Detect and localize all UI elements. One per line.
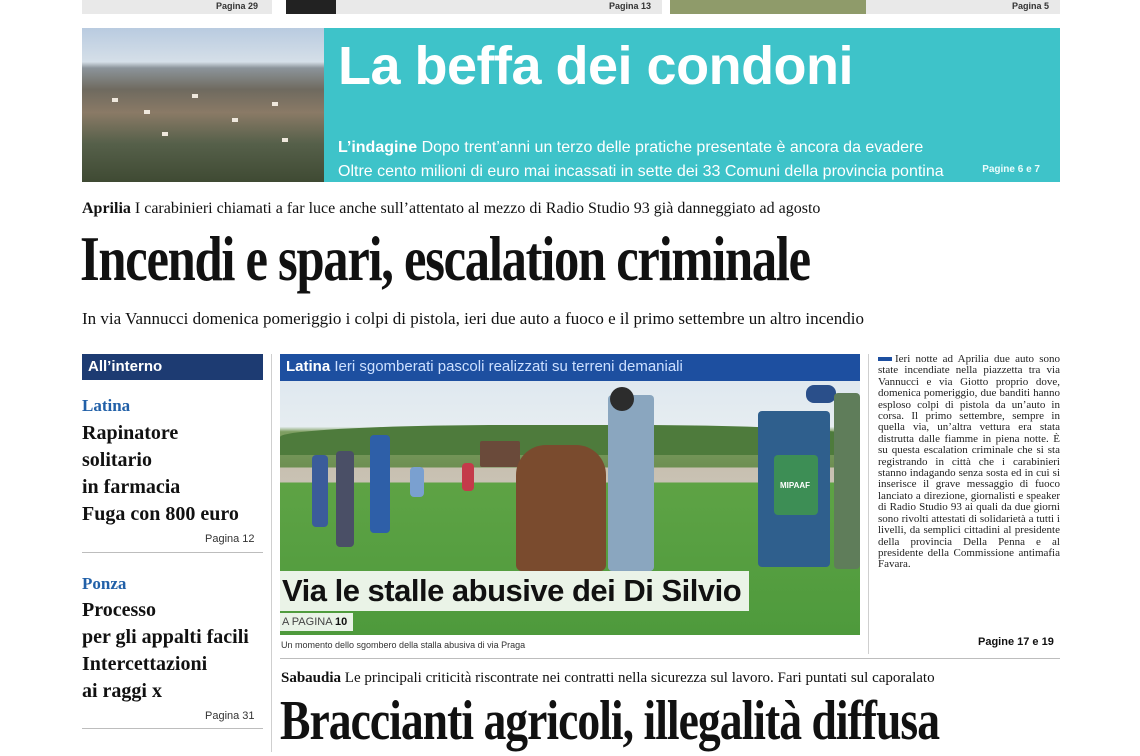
strip-image-dark <box>286 0 336 14</box>
photo-officer-vest <box>774 455 818 515</box>
lead-headline[interactable]: Incendi e spari, escalation criminale <box>80 223 810 294</box>
top-strip <box>82 0 1060 16</box>
photo-person <box>410 467 424 497</box>
photo-person <box>608 395 654 571</box>
banner-page-ref[interactable]: Pagine 6 e 7 <box>982 164 1040 175</box>
strip-page-ref[interactable]: Pagina 29 <box>216 1 259 11</box>
stalle-photo[interactable] <box>280 381 860 635</box>
photo-person <box>370 435 390 533</box>
page-prefix: A PAGINA <box>282 616 332 628</box>
condoni-banner[interactable] <box>324 28 1060 182</box>
photo-shed <box>480 441 520 467</box>
interno-item-headline[interactable] <box>82 597 272 705</box>
divider <box>82 728 263 729</box>
interno-item-page[interactable]: Pagina 31 <box>205 710 255 722</box>
photo-caption: Un momento dello sgombero della stalla abusiva di via Praga <box>281 640 526 650</box>
headline-line: Fuga con 800 euro <box>82 503 239 525</box>
right-story-pages[interactable]: Pagine 17 e 19 <box>978 636 1054 648</box>
photo-story-page[interactable] <box>280 613 353 631</box>
headline-line: Rapinatore <box>82 422 179 444</box>
bottom-headline[interactable]: Braccianti agricoli, illegalità diffusa <box>280 690 940 752</box>
bottom-kicker-text: Le principali criticità riscontrate nei contratti nella sicurezza sul lavoro. Fari puntati sul caporalato <box>344 670 935 686</box>
strip-page-ref[interactable]: Pagina 13 <box>609 1 652 11</box>
headline-line: in farmacia <box>82 476 181 498</box>
photo-horse <box>516 445 606 571</box>
divider <box>82 552 263 553</box>
headline-line: ai raggi x <box>82 680 162 702</box>
banner-kicker: L’indagine <box>338 139 418 156</box>
page-number: 10 <box>335 616 348 628</box>
column-divider <box>271 354 272 752</box>
interno-item-headline[interactable] <box>82 420 272 528</box>
bottom-kicker: Sabaudia <box>281 670 342 686</box>
headline-line: per gli appalti facili <box>82 626 249 648</box>
headline-line: solitario <box>82 449 152 471</box>
interno-header <box>82 354 263 380</box>
divider <box>280 658 1060 659</box>
banner-line-1-text: Dopo trent’anni un terzo delle pratiche presentate è ancora da evadere <box>421 139 924 156</box>
story-marker <box>878 357 892 361</box>
banner-city-photo <box>82 28 324 182</box>
interno-item-page[interactable]: Pagina 12 <box>205 533 255 545</box>
photo-officer-cap <box>806 385 836 403</box>
banner-line-1 <box>338 138 923 158</box>
photo-person <box>336 451 354 547</box>
vest-label: MIPAAF <box>780 481 811 490</box>
photo-story-bar <box>280 354 860 381</box>
lead-standfirst: In via Vannucci domenica pomeriggio i colpi di pistola, ieri due auto a fuoco e il primo settembre un altro incendio <box>82 309 864 328</box>
column-divider <box>868 354 869 654</box>
photo-person <box>834 393 860 569</box>
right-story-text <box>878 354 1060 571</box>
bottom-kicker-line <box>281 670 935 687</box>
photo-story-headline[interactable]: Via le stalle abusive dei Di Silvio <box>280 571 749 611</box>
right-story-body: Ieri notte ad Aprilia due auto sono state incendiate nella piazzetta tra via Vannucci e via Giotto proprio dove, domenica pomeriggio, due banditi hanno esploso colpi di pistola da un’auto in corsa. Il primo settembre, sempre in quella via, un’altra vettura era stata distrutta dalle fiamme in piena notte. È su questa escalation criminale che si sta registrando in città che i carabinieri stanno indagando senza sosta ed in cui si inserisce il grave messaggio di fuoco lanciato a direzione, giornalisti e speaker di Radio Studio 93 ai quali da due giorni sono rivolti attestati di solidarietà a tutti i livelli, da semplici cittadini al presidente della provincia Della Penna e al presidente della Commissione antimafia Favara. <box>878 353 1060 571</box>
photo-story-bar-text <box>286 358 683 375</box>
photo-story-kicker: Latina <box>286 358 331 375</box>
photo-story-bar-desc: Ieri sgomberati pascoli realizzati su terreni demaniali <box>334 358 683 375</box>
headline-line: Processo <box>82 599 157 621</box>
strip-image-green <box>670 0 866 14</box>
lead-kicker-text: I carabinieri chiamati a far luce anche sull’attentato al mezzo di Radio Studio 93 già danneggiato ad agosto <box>134 200 821 217</box>
interno-label: All’interno <box>88 358 163 375</box>
lead-kicker: Aprilia <box>82 200 131 217</box>
interno-item-kicker: Ponza <box>82 574 127 593</box>
photo-person-head <box>610 387 634 411</box>
photo-person <box>462 463 474 491</box>
photo-person <box>312 455 328 527</box>
interno-item-kicker: Latina <box>82 396 131 415</box>
banner-line-2: Oltre cento milioni di euro mai incassati in sette dei 33 Comuni della provincia pontina <box>338 163 944 180</box>
strip-page-ref[interactable]: Pagina 5 <box>1012 1 1050 11</box>
headline-line: Intercettazioni <box>82 653 208 675</box>
banner-title: La beffa dei condoni <box>338 36 854 96</box>
